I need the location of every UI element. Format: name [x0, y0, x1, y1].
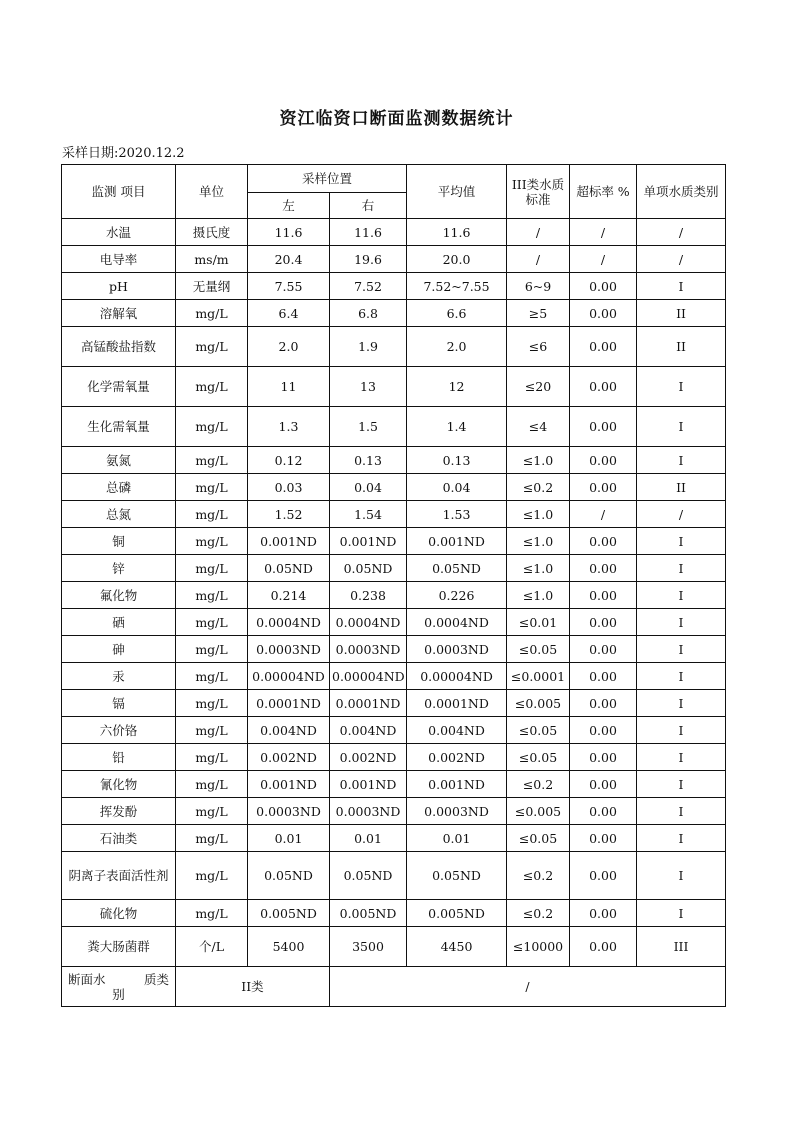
header-unit: 单位 [176, 165, 248, 219]
average-value: 4450 [407, 927, 507, 967]
right-value: 1.9 [330, 327, 407, 367]
right-value: 0.005ND [330, 900, 407, 927]
item-cell: 电导率 [62, 246, 176, 273]
standard-value: ≤0.2 [507, 900, 570, 927]
exceed-rate: 0.00 [570, 300, 637, 327]
left-value: 0.05ND [248, 555, 330, 582]
item-cell: 六价铬 [62, 717, 176, 744]
item-cell: 粪大肠菌群 [62, 927, 176, 967]
right-value: 0.001ND [330, 528, 407, 555]
standard-value: ≤0.2 [507, 474, 570, 501]
footer-label-part2: 质类 [143, 971, 169, 987]
category-value: I [637, 744, 726, 771]
average-value: 12 [407, 367, 507, 407]
right-value: 0.01 [330, 825, 407, 852]
standard-value: ≤10000 [507, 927, 570, 967]
header-standard-line2: 标准 [525, 191, 551, 207]
left-value: 0.05ND [248, 852, 330, 900]
standard-value: ≤20 [507, 367, 570, 407]
table-row [62, 717, 726, 744]
unit-cell: mg/L [176, 407, 248, 447]
standard-value: ≤0.2 [507, 771, 570, 798]
category-value: I [637, 582, 726, 609]
item-cell: 总磷 [62, 474, 176, 501]
standard-value: ≤0.05 [507, 744, 570, 771]
item-cell: 硒 [62, 609, 176, 636]
unit-cell: mg/L [176, 609, 248, 636]
right-value: 0.00004ND [330, 663, 407, 690]
unit-cell: mg/L [176, 771, 248, 798]
unit-cell: mg/L [176, 852, 248, 900]
left-value: 7.55 [248, 273, 330, 300]
item-cell: 石油类 [62, 825, 176, 852]
category-value: I [637, 663, 726, 690]
header-average: 平均值 [407, 165, 507, 219]
right-value: 7.52 [330, 273, 407, 300]
footer-label [62, 967, 176, 1007]
sample-date: 采样日期:2020.12.2 [62, 146, 185, 161]
exceed-rate: / [570, 501, 637, 528]
exceed-rate: 0.00 [570, 636, 637, 663]
right-value: 1.54 [330, 501, 407, 528]
exceed-rate: 0.00 [570, 582, 637, 609]
item-cell: 铅 [62, 744, 176, 771]
item-cell: 氨氮 [62, 447, 176, 474]
right-value: 19.6 [330, 246, 407, 273]
left-value: 0.0003ND [248, 798, 330, 825]
item-cell: 挥发酚 [62, 798, 176, 825]
standard-value: ≤1.0 [507, 555, 570, 582]
table-row [62, 407, 726, 447]
standard-value: 6~9 [507, 273, 570, 300]
standard-value: ≤1.0 [507, 528, 570, 555]
left-value: 1.52 [248, 501, 330, 528]
exceed-rate: 0.00 [570, 690, 637, 717]
exceed-rate: 0.00 [570, 927, 637, 967]
table-row [62, 300, 726, 327]
item-cell: 化学需氧量 [62, 367, 176, 407]
table-row [62, 327, 726, 367]
category-value: I [637, 447, 726, 474]
right-value: 0.002ND [330, 744, 407, 771]
header-right: 右 [330, 193, 407, 219]
right-value: 1.5 [330, 407, 407, 447]
unit-cell: mg/L [176, 663, 248, 690]
table-row [62, 555, 726, 582]
footer-row [62, 967, 726, 1007]
left-value: 1.3 [248, 407, 330, 447]
exceed-rate: / [570, 246, 637, 273]
item-cell: 镉 [62, 690, 176, 717]
footer-category: II类 [176, 967, 330, 1007]
right-value: 0.001ND [330, 771, 407, 798]
left-value: 0.03 [248, 474, 330, 501]
exceed-rate: 0.00 [570, 900, 637, 927]
average-value: 20.0 [407, 246, 507, 273]
standard-value: ≤0.05 [507, 717, 570, 744]
category-value: II [637, 327, 726, 367]
header-category: 单项水质类别 [637, 165, 726, 219]
unit-cell: mg/L [176, 825, 248, 852]
standard-value: ≤0.01 [507, 609, 570, 636]
unit-cell: mg/L [176, 582, 248, 609]
table-row [62, 609, 726, 636]
exceed-rate: 0.00 [570, 771, 637, 798]
average-value: 0.001ND [407, 528, 507, 555]
left-value: 2.0 [248, 327, 330, 367]
standard-value: / [507, 219, 570, 246]
category-value: I [637, 609, 726, 636]
item-cell: 硫化物 [62, 900, 176, 927]
average-value: 2.0 [407, 327, 507, 367]
standard-value: ≤0.0001 [507, 663, 570, 690]
left-value: 0.005ND [248, 900, 330, 927]
category-value: / [637, 246, 726, 273]
table-row [62, 927, 726, 967]
left-value: 0.214 [248, 582, 330, 609]
left-value: 11 [248, 367, 330, 407]
right-value: 0.0003ND [330, 636, 407, 663]
header-standard-line1: III类水质 [511, 176, 565, 192]
table-row [62, 900, 726, 927]
right-value: 6.8 [330, 300, 407, 327]
category-value: III [637, 927, 726, 967]
exceed-rate: 0.00 [570, 447, 637, 474]
right-value: 11.6 [330, 219, 407, 246]
left-value: 0.12 [248, 447, 330, 474]
exceed-rate: 0.00 [570, 744, 637, 771]
exceed-rate: 0.00 [570, 327, 637, 367]
category-value: II [637, 474, 726, 501]
exceed-rate: 0.00 [570, 407, 637, 447]
table-row [62, 501, 726, 528]
average-value: 0.04 [407, 474, 507, 501]
item-cell: 氰化物 [62, 771, 176, 798]
average-value: 0.0004ND [407, 609, 507, 636]
unit-cell: mg/L [176, 528, 248, 555]
header-item: 监测 项目 [62, 165, 176, 219]
unit-cell: mg/L [176, 327, 248, 367]
category-value: I [637, 636, 726, 663]
exceed-rate: 0.00 [570, 852, 637, 900]
left-value: 0.01 [248, 825, 330, 852]
average-value: 0.01 [407, 825, 507, 852]
unit-cell: mg/L [176, 474, 248, 501]
average-value: 11.6 [407, 219, 507, 246]
right-value: 13 [330, 367, 407, 407]
average-value: 0.00004ND [407, 663, 507, 690]
exceed-rate: 0.00 [570, 273, 637, 300]
unit-cell: mg/L [176, 367, 248, 407]
item-cell: 氟化物 [62, 582, 176, 609]
category-value: I [637, 407, 726, 447]
header-row [62, 165, 726, 193]
standard-value: ≤1.0 [507, 501, 570, 528]
right-value: 0.13 [330, 447, 407, 474]
exceed-rate: 0.00 [570, 474, 637, 501]
unit-cell: mg/L [176, 447, 248, 474]
header-left: 左 [248, 193, 330, 219]
unit-cell: mg/L [176, 636, 248, 663]
table-row [62, 798, 726, 825]
footer-label-part1: 断面水 [68, 971, 106, 987]
standard-value: ≤0.05 [507, 636, 570, 663]
average-value: 6.6 [407, 300, 507, 327]
left-value: 0.004ND [248, 717, 330, 744]
table-row [62, 528, 726, 555]
item-cell: 铜 [62, 528, 176, 555]
right-value: 3500 [330, 927, 407, 967]
left-value: 20.4 [248, 246, 330, 273]
average-value: 0.13 [407, 447, 507, 474]
standard-value: ≤1.0 [507, 447, 570, 474]
category-value: I [637, 367, 726, 407]
table-row [62, 447, 726, 474]
average-value: 0.0003ND [407, 798, 507, 825]
standard-value: ≤4 [507, 407, 570, 447]
category-value: I [637, 690, 726, 717]
footer-label-part3: 别 [112, 986, 125, 1002]
unit-cell: mg/L [176, 501, 248, 528]
right-value: 0.004ND [330, 717, 407, 744]
item-cell: 总氮 [62, 501, 176, 528]
category-value: / [637, 219, 726, 246]
exceed-rate: 0.00 [570, 825, 637, 852]
table-row [62, 219, 726, 246]
unit-cell: mg/L [176, 690, 248, 717]
left-value: 0.001ND [248, 771, 330, 798]
category-value: II [637, 300, 726, 327]
unit-cell: mg/L [176, 798, 248, 825]
table-row [62, 771, 726, 798]
average-value: 0.002ND [407, 744, 507, 771]
unit-cell: 无量纲 [176, 273, 248, 300]
left-value: 0.0003ND [248, 636, 330, 663]
right-value: 0.05ND [330, 555, 407, 582]
category-value: I [637, 825, 726, 852]
standard-value: ≤6 [507, 327, 570, 367]
standard-value: ≤0.005 [507, 690, 570, 717]
table-row [62, 273, 726, 300]
average-value: 0.05ND [407, 852, 507, 900]
right-value: 0.0003ND [330, 798, 407, 825]
exceed-rate: 0.00 [570, 528, 637, 555]
left-value: 0.00004ND [248, 663, 330, 690]
standard-value: ≤0.2 [507, 852, 570, 900]
header-standard [507, 165, 570, 219]
unit-cell: 摄氏度 [176, 219, 248, 246]
table-row [62, 246, 726, 273]
table-row [62, 825, 726, 852]
table-row [62, 744, 726, 771]
average-value: 0.226 [407, 582, 507, 609]
category-value: I [637, 900, 726, 927]
left-value: 5400 [248, 927, 330, 967]
exceed-rate: 0.00 [570, 367, 637, 407]
exceed-rate: / [570, 219, 637, 246]
average-value: 0.0003ND [407, 636, 507, 663]
item-cell: 生化需氧量 [62, 407, 176, 447]
unit-cell: mg/L [176, 744, 248, 771]
left-value: 6.4 [248, 300, 330, 327]
table-row [62, 636, 726, 663]
category-value: I [637, 798, 726, 825]
item-cell: pH [62, 273, 176, 300]
right-value: 0.0004ND [330, 609, 407, 636]
unit-cell: mg/L [176, 555, 248, 582]
item-cell: 锌 [62, 555, 176, 582]
table-row [62, 582, 726, 609]
item-cell: 阴离子表面活性剂 [62, 852, 176, 900]
table-row [62, 852, 726, 900]
category-value: I [637, 852, 726, 900]
average-value: 0.005ND [407, 900, 507, 927]
exceed-rate: 0.00 [570, 609, 637, 636]
page-title: 资江临资口断面监测数据统计 [279, 109, 514, 129]
item-cell: 水温 [62, 219, 176, 246]
category-value: I [637, 528, 726, 555]
unit-cell: ms/m [176, 246, 248, 273]
average-value: 0.001ND [407, 771, 507, 798]
right-value: 0.05ND [330, 852, 407, 900]
item-cell: 砷 [62, 636, 176, 663]
unit-cell: mg/L [176, 300, 248, 327]
exceed-rate: 0.00 [570, 663, 637, 690]
table-row [62, 474, 726, 501]
standard-value: ≤1.0 [507, 582, 570, 609]
item-cell: 高锰酸盐指数 [62, 327, 176, 367]
right-value: 0.238 [330, 582, 407, 609]
monitoring-table [61, 164, 726, 1007]
left-value: 0.0001ND [248, 690, 330, 717]
footer-remark: / [330, 967, 726, 1007]
standard-value: ≤0.05 [507, 825, 570, 852]
category-value: I [637, 771, 726, 798]
standard-value: ≥5 [507, 300, 570, 327]
header-exceed: 超标率 % [570, 165, 637, 219]
left-value: 0.002ND [248, 744, 330, 771]
category-value: I [637, 717, 726, 744]
header-position: 采样位置 [248, 165, 407, 193]
unit-cell: mg/L [176, 717, 248, 744]
right-value: 0.04 [330, 474, 407, 501]
unit-cell: mg/L [176, 900, 248, 927]
average-value: 7.52~7.55 [407, 273, 507, 300]
table-row [62, 367, 726, 407]
average-value: 0.004ND [407, 717, 507, 744]
category-value: / [637, 501, 726, 528]
category-value: I [637, 273, 726, 300]
average-value: 1.53 [407, 501, 507, 528]
exceed-rate: 0.00 [570, 717, 637, 744]
left-value: 0.001ND [248, 528, 330, 555]
average-value: 0.0001ND [407, 690, 507, 717]
standard-value: ≤0.005 [507, 798, 570, 825]
average-value: 1.4 [407, 407, 507, 447]
average-value: 0.05ND [407, 555, 507, 582]
right-value: 0.0001ND [330, 690, 407, 717]
table-row [62, 690, 726, 717]
table-row [62, 663, 726, 690]
left-value: 0.0004ND [248, 609, 330, 636]
item-cell: 溶解氧 [62, 300, 176, 327]
unit-cell: 个/L [176, 927, 248, 967]
standard-value: / [507, 246, 570, 273]
category-value: I [637, 555, 726, 582]
exceed-rate: 0.00 [570, 555, 637, 582]
exceed-rate: 0.00 [570, 798, 637, 825]
left-value: 11.6 [248, 219, 330, 246]
item-cell: 汞 [62, 663, 176, 690]
